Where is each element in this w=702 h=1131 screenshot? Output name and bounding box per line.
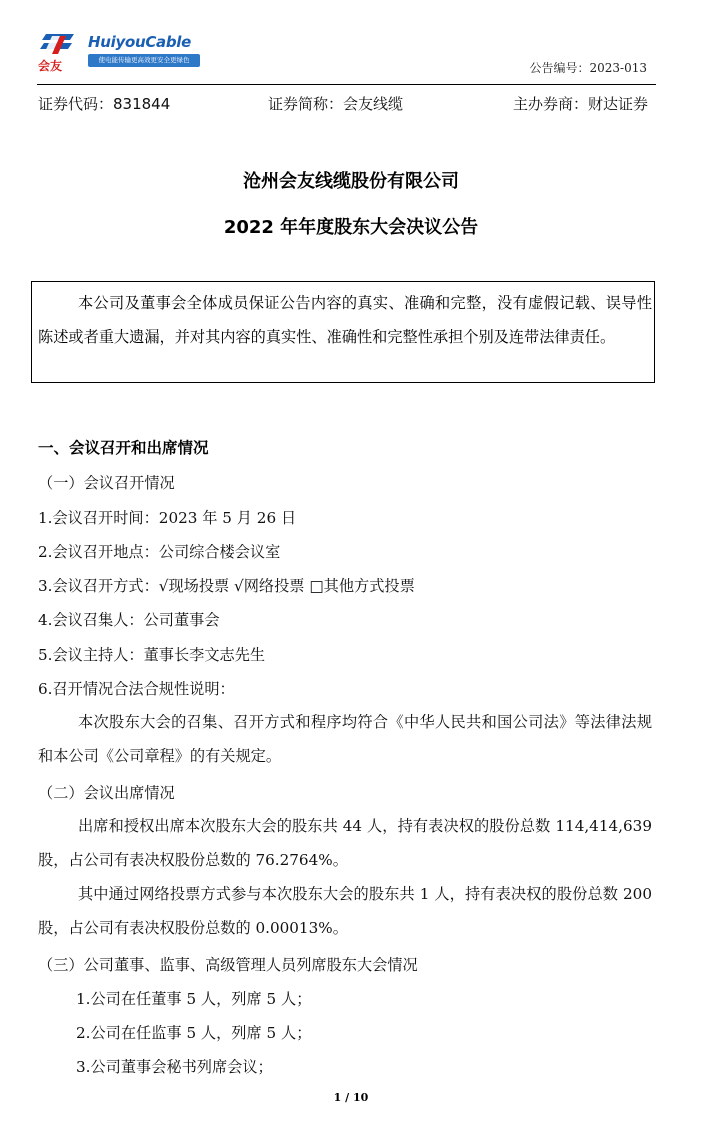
- list-item: 2.公司在任监事 5 人，列席 5 人；: [76, 1024, 312, 1042]
- list-item: 3.会议召开方式：√现场投票 √网络投票 □其他方式投票: [38, 577, 415, 595]
- logo-cn-text: 会友: [38, 59, 63, 73]
- section-heading: 一、会议召开和出席情况: [38, 439, 209, 457]
- page-number: 1 / 10: [333, 1091, 369, 1104]
- list-item: 5.会议主持人：董事长李文志先生: [38, 646, 266, 664]
- header-divider: [37, 84, 656, 85]
- paragraph: 出席和授权出席本次股东大会的股东共 44 人，持有表决权的股份总数 114,414,639 股，占公司有表决权股份总数的 76.2764%。: [38, 817, 652, 869]
- list-item: 4.会议召集人：公司董事会: [38, 611, 220, 629]
- document-title: 2022 年年度股东大会决议公告: [223, 217, 479, 238]
- list-item: 6.召开情况合法合规性说明：: [38, 680, 235, 698]
- subsection-heading: （二）会议出席情况: [38, 784, 175, 802]
- list-item: 2.会议召开地点：公司综合楼会议室: [38, 543, 281, 561]
- list-item: 1.公司在任董事 5 人，列席 5 人；: [76, 990, 312, 1008]
- stock-short-name: 证券简称：会友线缆: [268, 95, 404, 113]
- subsection-heading: （一）会议召开情况: [38, 474, 175, 492]
- paragraph: 其中通过网络投票方式参与本次股东大会的股东共 1 人，持有表决权的股份总数 200 股，占公司有表决权股份总数的 0.00013%。: [38, 885, 652, 937]
- list-item: 3.公司董事会秘书列席会议；: [76, 1058, 273, 1076]
- sponsor-broker: 主办券商：财达证券: [512, 95, 648, 113]
- list-item: 1.会议召开时间：2023 年 5 月 26 日: [38, 509, 297, 527]
- statement-text: 本公司及董事会全体成员保证公告内容的真实、准确和完整，没有虚假记载、误导性陈述或者重大遗漏，并对其内容的真实性、准确性和完整性承担个别及连带法律责任。: [38, 294, 652, 346]
- company-logo: [38, 30, 213, 72]
- stock-code: 证券代码：831844: [38, 95, 171, 113]
- company-title: 沧州会友线缆股份有限公司: [243, 171, 459, 192]
- paragraph: 本次股东大会的召集、召开方式和程序均符合《中华人民共和国公司法》等法律法规和本公司《公司章程》的有关规定。: [38, 713, 652, 765]
- subsection-heading: （三）公司董事、监事、高级管理人员列席股东大会情况: [38, 956, 418, 974]
- logo-mark-icon: [38, 30, 78, 58]
- notice-number: 公告编号：2023-013: [529, 61, 647, 75]
- logo-slogan: 使电能传输更高效更安全更绿色: [88, 54, 200, 67]
- logo-en-text: HuiyouCable: [88, 33, 192, 51]
